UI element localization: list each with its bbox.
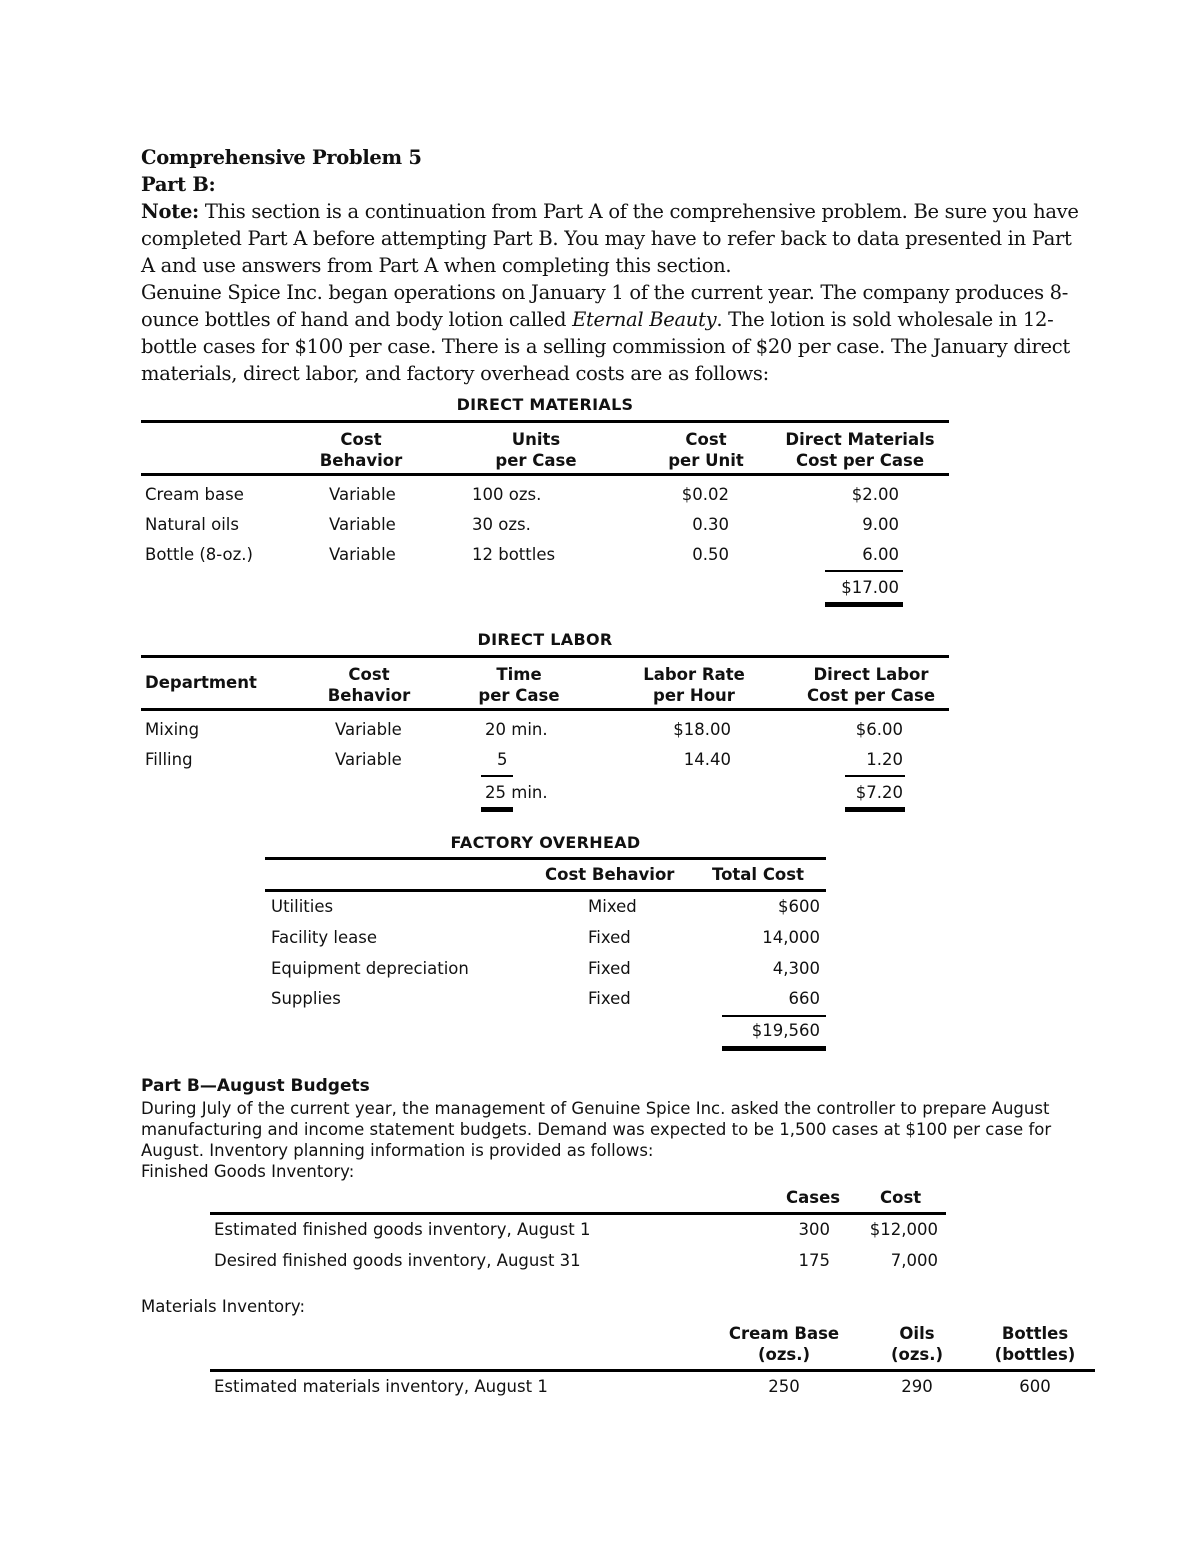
fo-behavior: Fixed xyxy=(588,928,631,947)
table-row xyxy=(141,745,949,775)
dl-time-subtotal-rule xyxy=(481,775,513,777)
dm-total: 9.00 xyxy=(862,515,899,534)
dl-header-time: Time per Case xyxy=(478,665,560,705)
mi-bottles: 600 xyxy=(1019,1377,1051,1396)
august-section xyxy=(141,1076,1071,1182)
mi-header-row xyxy=(210,1323,1095,1372)
company-text-1: Genuine Spice Inc. began operations on January 1 of the current year. The company produces 8-ounce bottles of hand and body lotion called xyxy=(141,281,1069,331)
dm-header-cost: Cost per Unit xyxy=(668,430,744,470)
dl-time-total: 25 min. xyxy=(485,783,548,802)
part-label: Part B: xyxy=(141,173,216,196)
table-row xyxy=(141,480,949,510)
materials-inventory-table xyxy=(210,1323,1095,1402)
august-text: During July of the current year, the management of Genuine Spice Inc. asked the controller to prepare August manufacturing and income statement budgets. Demand was expected to be 1,500 cases at $100 per case for August. Inventory planning information is provided as follows: xyxy=(141,1099,1052,1160)
fo-total: 660 xyxy=(788,989,820,1008)
note-paragraph xyxy=(141,198,1081,279)
fo-header-row xyxy=(265,857,826,892)
dl-dept: Mixing xyxy=(145,720,200,739)
dl-subtotal-rule xyxy=(845,775,905,777)
dm-total-row xyxy=(141,570,949,610)
dl-total: 1.20 xyxy=(866,750,903,769)
fo-subtotal-rule xyxy=(722,1015,826,1017)
dm-item: Natural oils xyxy=(145,515,239,534)
note-label: Note: xyxy=(141,200,199,223)
mi-label: Materials Inventory: xyxy=(141,1297,306,1316)
dm-title: DIRECT MATERIALS xyxy=(456,395,634,414)
fo-total: 4,300 xyxy=(772,959,820,978)
dm-item: Bottle (8-oz.) xyxy=(145,545,253,564)
table-row xyxy=(210,1372,1095,1402)
dm-behavior: Variable xyxy=(329,485,396,504)
dm-total: $2.00 xyxy=(851,485,899,504)
company-text-2: . The lotion is sold wholesale in 12-bottle cases for $100 per case. There is a selling commission of $20 per case. The January direct materials, direct labor, and factory overhead costs are as follows: xyxy=(141,308,1070,385)
dm-header-total: Direct Materials Cost per Case xyxy=(785,430,935,470)
table-row xyxy=(265,984,826,1015)
dl-time-total-rule xyxy=(481,807,513,812)
fg-item: Estimated finished goods inventory, August 1 xyxy=(214,1220,591,1239)
fo-header-behavior: Cost Behavior xyxy=(545,865,675,884)
dm-total-rule xyxy=(825,602,903,607)
dl-grand-total: $7.20 xyxy=(855,783,903,802)
dl-total: $6.00 xyxy=(855,720,903,739)
fg-header-row xyxy=(210,1186,946,1215)
dl-header-dept: Department xyxy=(145,673,257,692)
dm-item: Cream base xyxy=(145,485,244,504)
direct-materials-table xyxy=(141,394,949,610)
product-name: Eternal Beauty xyxy=(572,308,717,331)
table-row xyxy=(141,715,949,745)
dl-total-row xyxy=(141,775,949,815)
fo-behavior: Mixed xyxy=(588,897,637,916)
fg-header-cases: Cases xyxy=(786,1188,841,1207)
dl-rate: $18.00 xyxy=(673,720,731,739)
dm-units: 100 ozs. xyxy=(472,485,542,504)
factory-overhead-table xyxy=(265,832,826,1055)
table-row xyxy=(265,923,826,954)
dl-header-total: Direct Labor Cost per Case xyxy=(806,665,936,705)
intro-section xyxy=(141,144,1081,387)
fg-label: Finished Goods Inventory: xyxy=(141,1162,355,1181)
dl-header-behavior: Cost Behavior xyxy=(327,665,411,705)
dm-header-behavior: Cost Behavior xyxy=(319,430,403,470)
direct-labor-table xyxy=(141,629,949,815)
fo-item: Equipment depreciation xyxy=(271,959,469,978)
dl-title: DIRECT LABOR xyxy=(477,630,613,649)
august-heading: Part B—August Budgets xyxy=(141,1076,370,1096)
dm-units: 12 bottles xyxy=(472,545,556,564)
dm-cost: 0.50 xyxy=(692,545,729,564)
page-title: Comprehensive Problem 5 xyxy=(141,146,422,169)
fo-total: $600 xyxy=(778,897,820,916)
dm-cost: 0.30 xyxy=(692,515,729,534)
table-row xyxy=(141,510,949,540)
dl-behavior: Variable xyxy=(335,750,402,769)
fg-cases: 175 xyxy=(798,1251,830,1270)
mi-header-bottles: Bottles (bottles) xyxy=(994,1324,1076,1364)
dm-cost: $0.02 xyxy=(681,485,729,504)
dm-total: 6.00 xyxy=(862,545,899,564)
fo-grand-total: $19,560 xyxy=(751,1021,820,1040)
fg-cases: 300 xyxy=(798,1220,830,1239)
dl-dept: Filling xyxy=(145,750,193,769)
dl-header-rate: Labor Rate per Hour xyxy=(643,665,745,705)
fo-header-total: Total Cost xyxy=(712,865,804,884)
dl-time: 5 xyxy=(497,750,508,769)
fo-total-rule xyxy=(722,1046,826,1051)
table-row xyxy=(210,1246,946,1277)
dl-total-rule xyxy=(845,807,905,812)
fg-cost: $12,000 xyxy=(869,1220,938,1239)
dm-behavior: Variable xyxy=(329,515,396,534)
company-paragraph xyxy=(141,279,1081,387)
mi-header-oils: Oils (ozs.) xyxy=(890,1324,944,1364)
fo-item: Supplies xyxy=(271,989,341,1008)
fo-total: 14,000 xyxy=(762,928,820,947)
dm-grand-total: $17.00 xyxy=(841,578,899,597)
fg-item: Desired finished goods inventory, August 31 xyxy=(214,1251,581,1270)
dm-units: 30 ozs. xyxy=(472,515,531,534)
dm-subtotal-rule xyxy=(825,570,903,572)
mi-cream: 250 xyxy=(768,1377,800,1396)
dl-time: 20 min. xyxy=(485,720,548,739)
dl-header-row xyxy=(141,655,949,711)
finished-goods-table xyxy=(210,1186,946,1277)
mi-item: Estimated materials inventory, August 1 xyxy=(214,1377,548,1396)
table-row xyxy=(265,892,826,923)
fo-total-row xyxy=(265,1015,826,1055)
fg-header-cost: Cost xyxy=(880,1188,922,1207)
fo-item: Facility lease xyxy=(271,928,377,947)
dl-rate: 14.40 xyxy=(683,750,731,769)
fo-item: Utilities xyxy=(271,897,334,916)
dm-behavior: Variable xyxy=(329,545,396,564)
dm-header-units: Units per Case xyxy=(495,430,577,470)
table-row xyxy=(265,954,826,984)
table-row xyxy=(210,1215,946,1246)
fo-behavior: Fixed xyxy=(588,959,631,978)
mi-oils: 290 xyxy=(901,1377,933,1396)
mi-header-cream: Cream Base (ozs.) xyxy=(728,1324,840,1364)
fo-behavior: Fixed xyxy=(588,989,631,1008)
fo-title: FACTORY OVERHEAD xyxy=(450,833,641,852)
note-text: This section is a continuation from Part A of the comprehensive problem. Be sure you have completed Part A before attempting Part B. You may have to refer back to data presented in Part A and use answers from Part A when completing this section. xyxy=(141,200,1079,277)
dm-header-row xyxy=(141,420,949,476)
table-row xyxy=(141,540,949,570)
dl-behavior: Variable xyxy=(335,720,402,739)
fg-cost: 7,000 xyxy=(890,1251,938,1270)
